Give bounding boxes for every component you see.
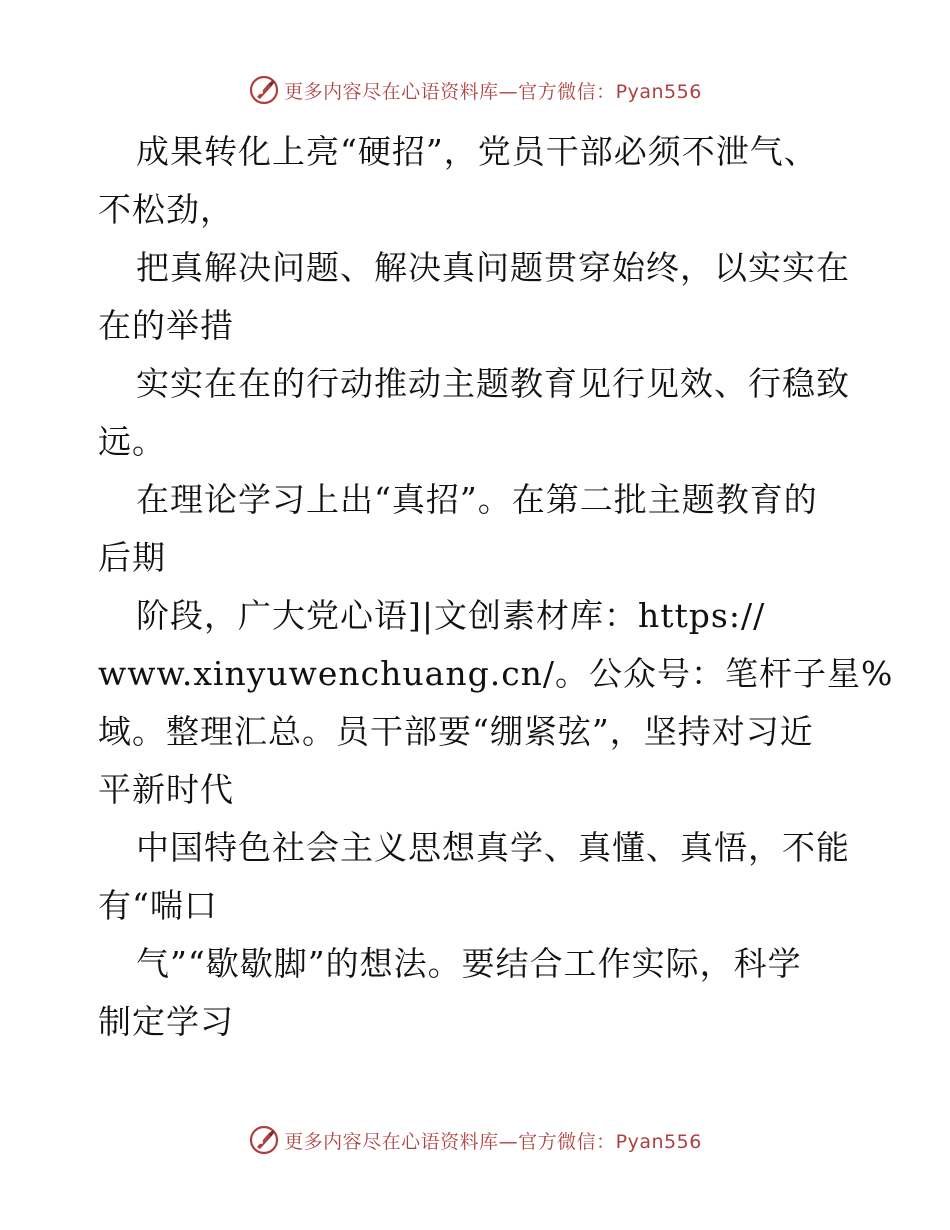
text-line: 把真解决问题、解决真问题贯穿始终，以实实在 bbox=[136, 248, 850, 287]
text-line: 制定学习 bbox=[98, 1002, 234, 1041]
text-line: 平新时代 bbox=[98, 770, 234, 809]
text-line: 有“喘口 bbox=[98, 886, 218, 925]
header-text: 更多内容尽在心语资料库—官方微信：Pyan556 bbox=[284, 80, 702, 103]
text-line: 在的举措 bbox=[98, 306, 234, 345]
header-banner bbox=[0, 70, 950, 110]
text-line: 远。 bbox=[98, 422, 166, 461]
text-line: 域。整理汇总。员干部要“绷紧弦”，坚持对习近 bbox=[98, 712, 814, 751]
quill-pen-logo-icon bbox=[248, 1124, 280, 1156]
text-line: 实实在在的行动推动主题教育见行见效、行稳致 bbox=[136, 364, 850, 403]
text-line: www.xinyuwenchuang.cn/。公众号：笔杆子星% bbox=[98, 654, 894, 693]
footer-text: 更多内容尽在心语资料库—官方微信：Pyan556 bbox=[284, 1130, 702, 1153]
text-line: 成果转化上亮“硬招”，党员干部必须不泄气、 bbox=[136, 132, 818, 171]
text-line: 在理论学习上出“真招”。在第二批主题教育的 bbox=[136, 480, 818, 519]
document-body bbox=[98, 123, 894, 1051]
text-line: 阶段，广大党心语]|文创素材库：https:// bbox=[136, 596, 766, 635]
footer-banner bbox=[0, 1120, 950, 1160]
text-line: 中国特色社会主义思想真学、真懂、真悟，不能 bbox=[136, 828, 850, 867]
quill-pen-logo-icon bbox=[248, 74, 280, 106]
text-line: 不松劲， bbox=[98, 190, 234, 229]
text-line: 气”“歇歇脚”的想法。要结合工作实际，科学 bbox=[136, 944, 802, 983]
text-line: 后期 bbox=[98, 538, 166, 577]
